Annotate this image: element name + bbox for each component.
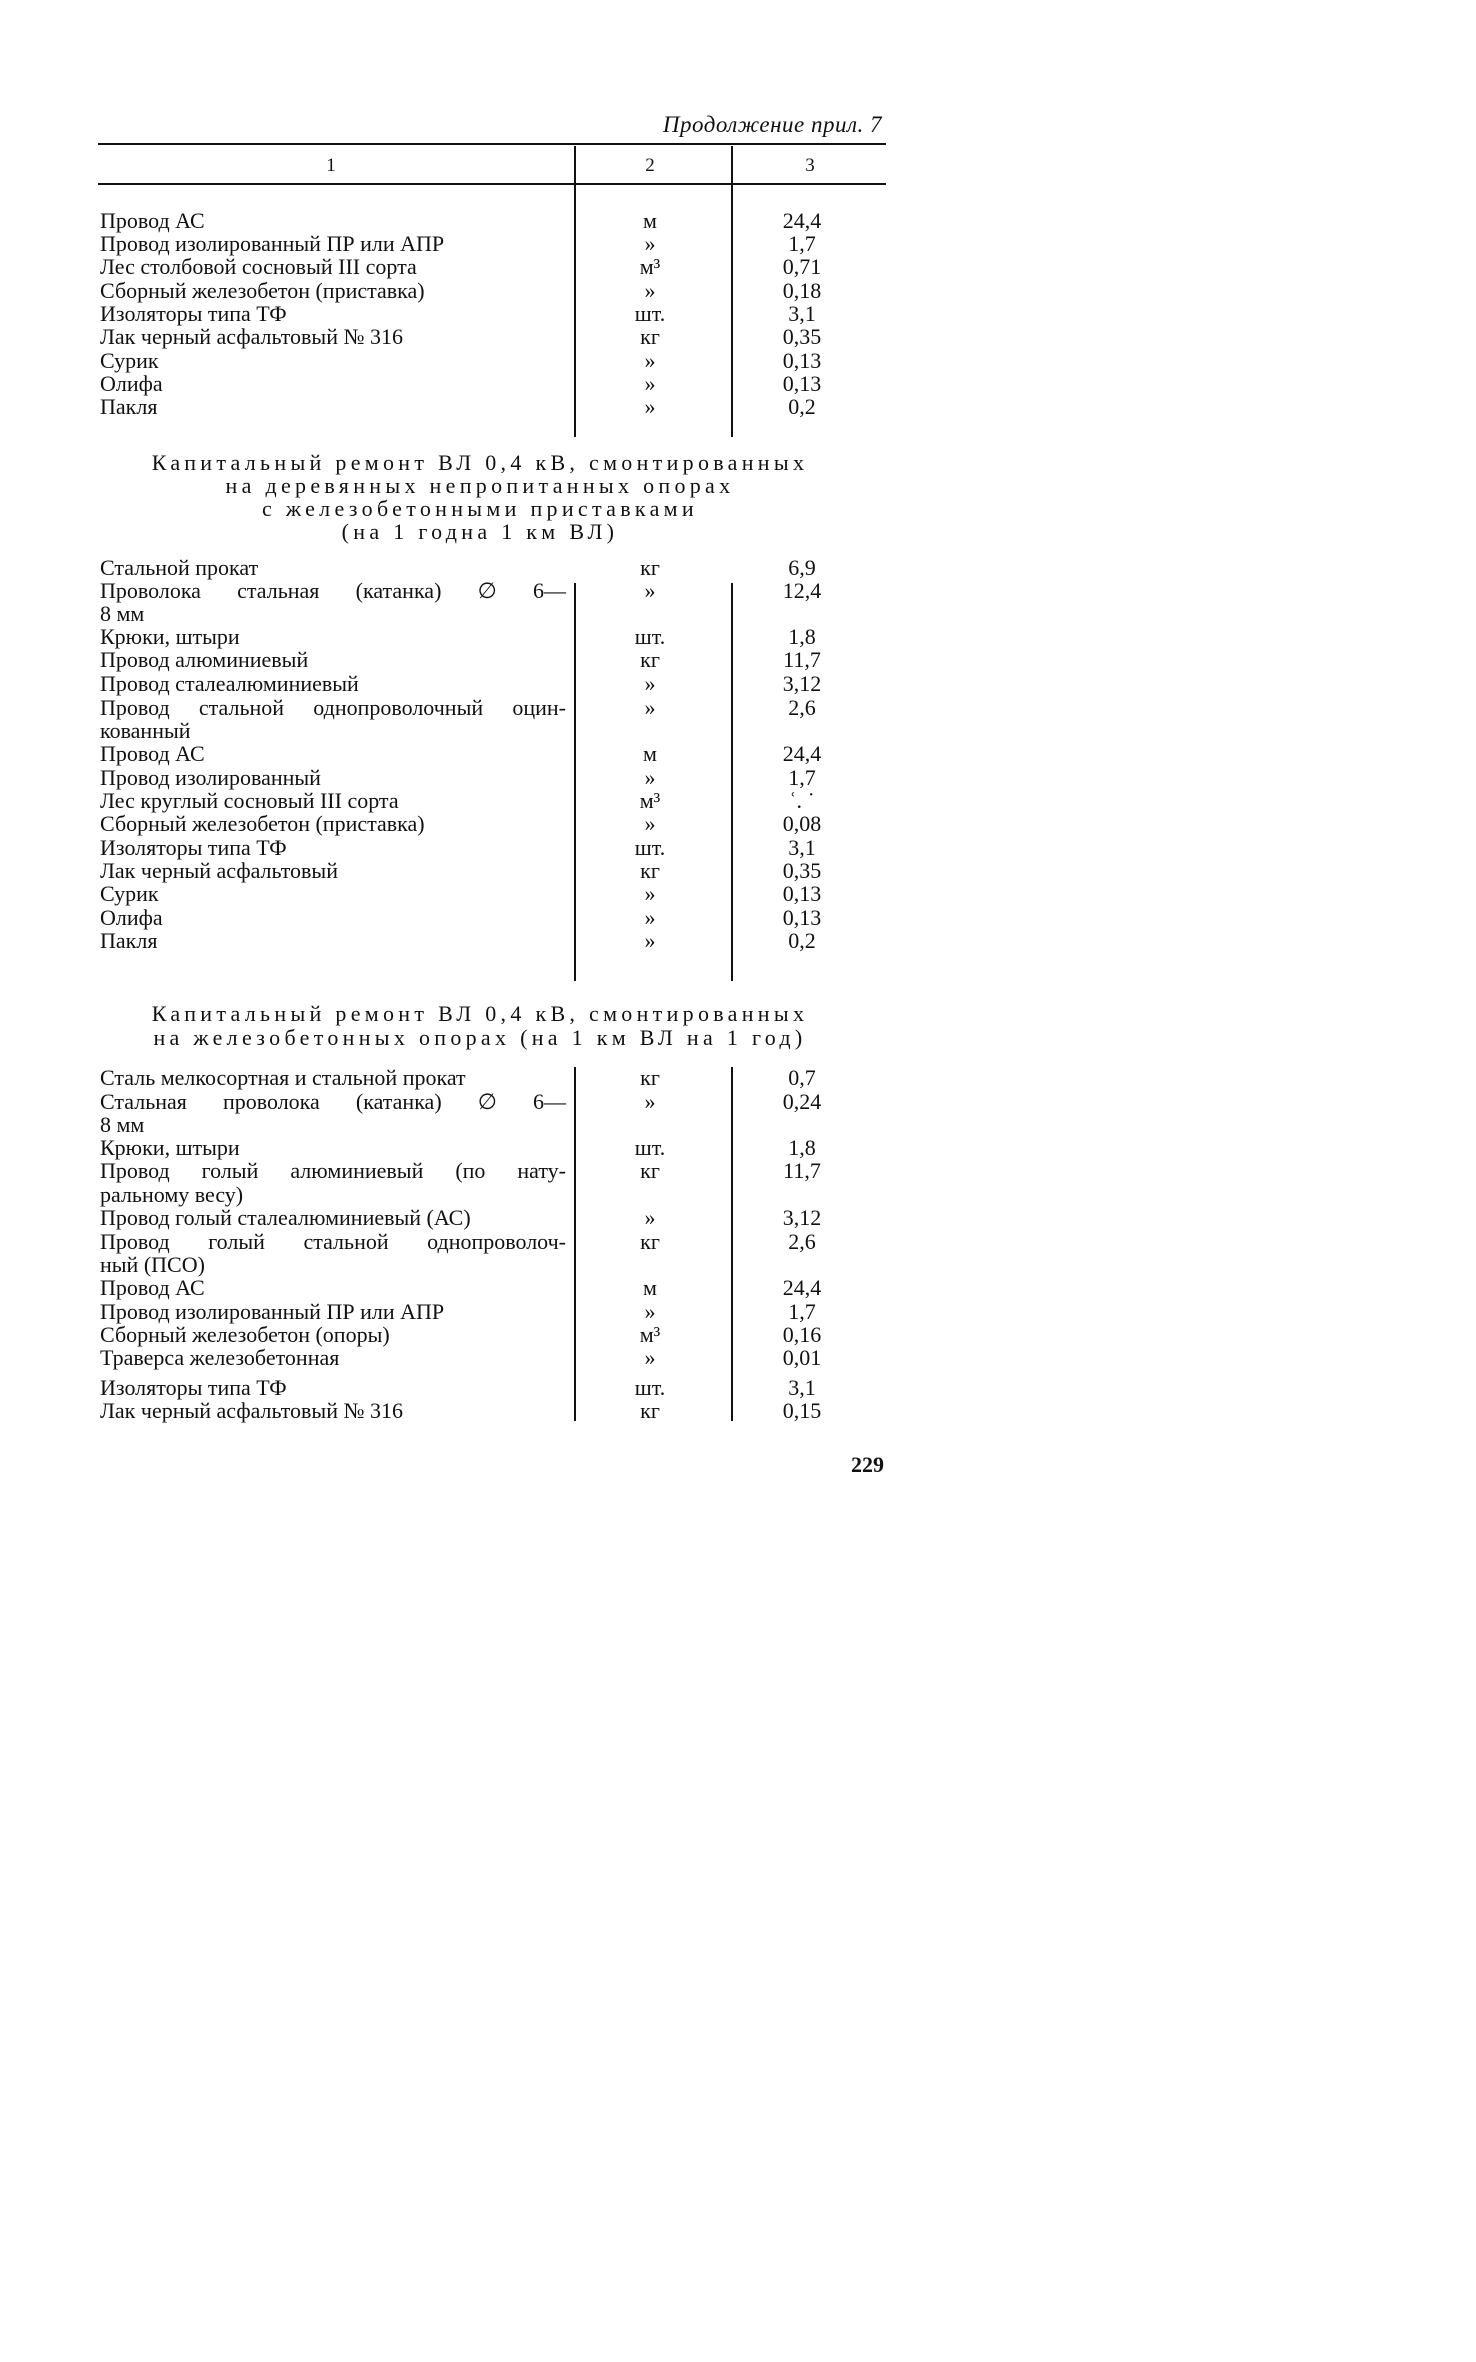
material-name: кованный [100,718,191,743]
quantity: 0,2 [788,394,816,419]
table-row [0,372,960,395]
material-name: 8 мм [100,601,145,626]
quantity: 11,7 [783,1158,821,1183]
material-name: Провод стальной однопроволочный оцин- [100,695,566,720]
table-row [0,602,960,625]
material-name: Сурик [100,881,159,906]
table-row [0,1346,960,1369]
material-name: Пакля [100,928,158,953]
quantity: 0,13 [782,881,822,906]
section-title-line: Капитальный ремонт ВЛ 0,4 кВ, смонтированных [151,450,809,475]
section-title-line: на железобетонных опорах (на 1 км ВЛ на 1 год) [153,1025,807,1050]
material-name: Сборный железобетон (приставка) [100,811,425,836]
quantity: 0,71 [782,254,822,279]
material-name: Провод голый алюминиевый (по нату- [100,1158,566,1183]
material-name: Пакля [100,394,158,419]
unit: шт. [634,1135,666,1160]
unit: кг [640,1158,660,1183]
table-row [0,1323,960,1346]
unit: шт. [634,301,666,326]
unit: » [644,695,656,720]
material-name: Лак черный асфальтовый [100,858,338,883]
material-name: Стальная проволока (катанка) ∅ 6— [100,1089,566,1114]
table-row [0,1206,960,1229]
unit: м³ [639,788,661,813]
table-row [0,882,960,905]
unit: м³ [639,254,661,279]
unit: » [644,371,656,396]
quantity: 0,08 [782,811,822,836]
material-name: Лак черный асфальтовый № 316 [100,324,403,349]
quantity: 0,7 [788,1065,816,1090]
quantity: 0,2 [788,928,816,953]
quantity: 24,4 [782,741,822,766]
unit: кг [640,324,660,349]
section-title-line: Капитальный ремонт ВЛ 0,4 кВ, смонтированных [151,1001,809,1026]
material-name: Траверса железобетонная [100,1345,340,1370]
quantity: 3,1 [788,1375,816,1400]
quantity: 0,18 [782,278,822,303]
unit: » [644,1299,656,1324]
quantity: 3,12 [782,1205,822,1230]
quantity: 0,16 [782,1322,822,1347]
table-row [0,302,960,325]
table-row [0,232,960,255]
material-name: Провод голый сталеалюминиевый (АС) [100,1205,471,1230]
unit: м³ [639,1322,661,1347]
table-row [0,1159,960,1182]
quantity: 1,7 [788,765,816,790]
unit: » [644,1345,656,1370]
material-name: Провод голый стальной однопроволоч- [100,1229,566,1254]
material-name: Олифа [100,371,163,396]
table-row [0,579,960,602]
quantity: 6,9 [788,555,816,580]
unit: м [643,741,657,766]
table-header-rule [98,183,886,185]
table-row [0,349,960,372]
quantity: 0,13 [782,371,822,396]
table-row [0,696,960,719]
table-row [0,766,960,789]
unit: кг [640,1398,660,1423]
table-row [0,648,960,671]
table-row [0,1399,960,1422]
quantity: 0,35 [782,858,822,883]
quantity: 2,6 [788,695,816,720]
unit: » [644,671,656,696]
material-name: Провод АС [100,208,205,233]
material-name: Проволока стальная (катанка) ∅ 6— [100,578,566,603]
unit: кг [640,1229,660,1254]
quantity: ʿ. ˙ [789,788,815,813]
quantity: 24,4 [782,1275,822,1300]
unit: » [644,1089,656,1114]
page-number: 229 [851,1452,884,1477]
table-row [0,1183,960,1206]
table-row [0,279,960,302]
unit: м [643,208,657,233]
unit: кг [640,647,660,672]
unit: » [644,905,656,930]
column-header-2: 2 [645,155,655,176]
quantity: 2,6 [788,1229,816,1254]
table-row [0,1136,960,1159]
unit: » [644,1205,656,1230]
table-row [0,906,960,929]
table-row [0,929,960,952]
quantity: 1,7 [788,231,816,256]
quantity: 0,01 [782,1345,822,1370]
quantity: 0,15 [782,1398,822,1423]
material-name: Провод изолированный [100,765,321,790]
material-name: ральному весу) [100,1182,244,1207]
quantity: 24,4 [782,208,822,233]
unit: » [644,348,656,373]
unit: » [644,278,656,303]
unit: кг [640,858,660,883]
material-name: Стальной прокат [100,555,259,580]
quantity: 0,13 [782,348,822,373]
table-row [0,1113,960,1136]
table-row [0,1376,960,1399]
table-row [0,625,960,648]
table-row [0,859,960,882]
table-row [0,672,960,695]
material-name: Сталь мелкосортная и стальной прокат [100,1065,466,1090]
table-row [0,1253,960,1276]
quantity: 0,13 [782,905,822,930]
table-row [0,789,960,812]
column-header-3: 3 [805,155,815,176]
material-name: Провод сталеалюминиевый [100,671,359,696]
material-name: Крюки, штыри [100,624,240,649]
unit: кг [640,1065,660,1090]
material-name: Олифа [100,905,163,930]
material-name: Изоляторы типа ТФ [100,835,287,860]
unit: » [644,881,656,906]
unit: » [644,394,656,419]
material-name: Провод алюминиевый [100,647,309,672]
quantity: 3,1 [788,835,816,860]
quantity: 3,12 [782,671,822,696]
material-name: Лес круглый сосновый III сорта [100,788,399,813]
material-name: Провод изолированный ПР или АПР [100,1299,445,1324]
material-name: Изоляторы типа ТФ [100,1375,287,1400]
section-title-line: с железобетонными приставками [262,496,698,521]
quantity: 1,8 [788,624,816,649]
material-name: Провод АС [100,741,205,766]
material-name: Сборный железобетон (приставка) [100,278,425,303]
unit: шт. [634,624,666,649]
unit: кг [640,555,660,580]
table-row [0,1300,960,1323]
section-title-line: (на 1 годна 1 км ВЛ) [341,519,619,544]
quantity: 0,35 [782,324,822,349]
table-row [0,719,960,742]
material-name: Сурик [100,348,159,373]
quantity: 1,8 [788,1135,816,1160]
continuation-label: Продолжение прил. 7 [662,112,882,137]
table-row [0,1090,960,1113]
section-title-line: на деревянных непропитанных опорах [225,473,735,498]
unit: » [644,578,656,603]
unit: » [644,231,656,256]
table-row [0,1066,960,1089]
quantity: 11,7 [783,647,821,672]
quantity: 3,1 [788,301,816,326]
table-row [0,1230,960,1253]
column-header-1: 1 [326,155,336,176]
table-row [0,209,960,232]
material-name: 8 мм [100,1112,145,1137]
table-row [0,255,960,278]
material-name: Провод изолированный ПР или АПР [100,231,445,256]
table-row [0,395,960,418]
material-name: ный (ПСО) [100,1252,205,1277]
quantity: 12,4 [782,578,822,603]
table-row [0,325,960,348]
material-name: Лес столбовой сосновый III сорта [100,254,417,279]
quantity: 1,7 [788,1299,816,1324]
table-row [0,836,960,859]
table-row [0,812,960,835]
unit: шт. [634,1375,666,1400]
material-name: Лак черный асфальтовый № 316 [100,1398,403,1423]
quantity: 0,24 [782,1089,822,1114]
unit: » [644,765,656,790]
unit: шт. [634,835,666,860]
material-name: Провод АС [100,1275,205,1300]
unit: » [644,811,656,836]
unit: » [644,928,656,953]
material-name: Крюки, штыри [100,1135,240,1160]
material-name: Сборный железобетон (опоры) [100,1322,390,1347]
unit: м [643,1275,657,1300]
table-top-rule [98,143,886,145]
table-row [0,742,960,765]
table-row [0,556,960,579]
material-name: Изоляторы типа ТФ [100,301,287,326]
table-row [0,1276,960,1299]
